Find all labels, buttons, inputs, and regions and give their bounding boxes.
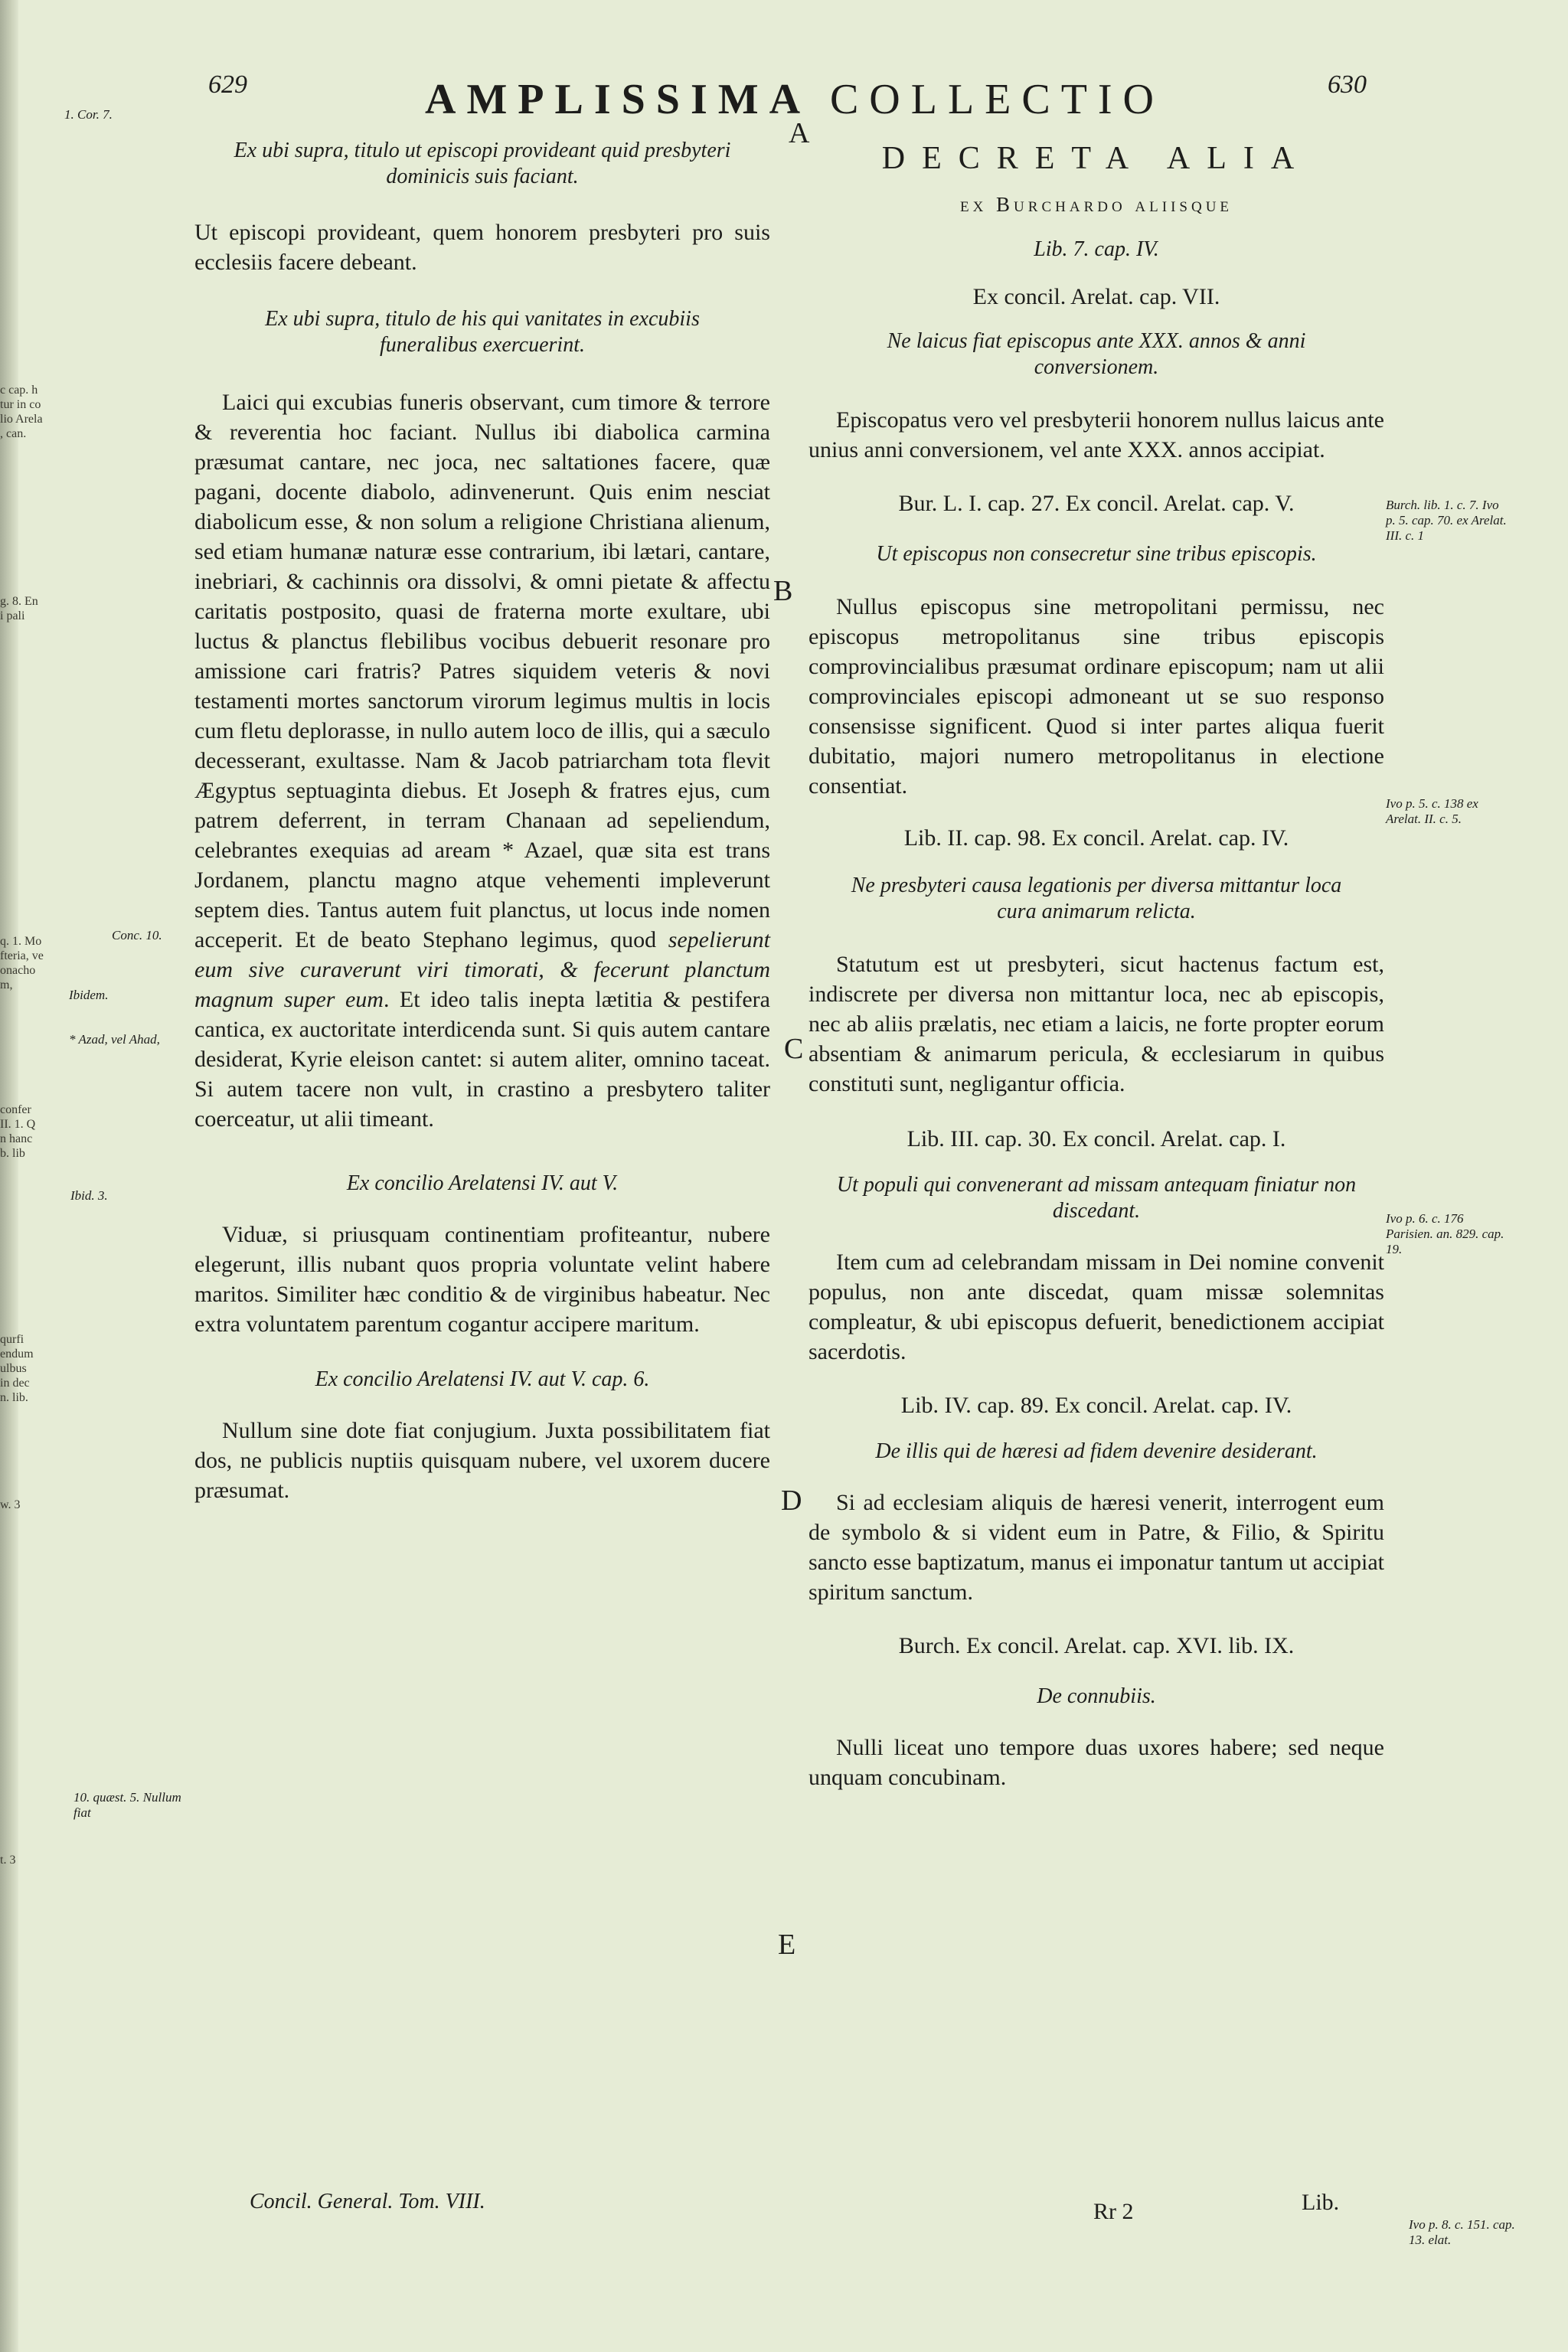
paragraph: Item cum ad celebrandam missam in Dei nomine convenit populus, non ante discedat, quam missæ solemnitas compleatur, & ubi episcopus defuerit, benedictionem accipiat sacerdotis. bbox=[808, 1250, 1384, 1364]
running-title-part: AMPLISSIMA bbox=[425, 76, 808, 123]
section-heading: Ut episcopus non consecretur sine tribus episcopis. bbox=[876, 542, 1317, 566]
margin-note-left: Ibidem. bbox=[69, 988, 109, 1002]
margin-note-left: Ibid. 3. bbox=[70, 1188, 108, 1203]
edge-note: tur in co bbox=[0, 398, 41, 411]
edge-note: fteria, ve bbox=[0, 949, 44, 962]
edge-note: n. lib. bbox=[0, 1391, 28, 1404]
edge-note: , can. bbox=[0, 427, 27, 440]
page-number-left: 629 bbox=[208, 70, 247, 99]
edge-note: lio Arela bbox=[0, 413, 43, 426]
paragraph: Statutum est ut presbyteri, sicut hactenus factum est, indiscrete per diversa non mittantur loca, nec ab episcopis, nec ab aliis prælatis, nec etiam a laicis, ne forte propter eorum absentiam & animarum pericula, & ecclesiarum in quibus constituti sunt, negligantur officia. bbox=[808, 952, 1384, 1096]
edge-note: m, bbox=[0, 978, 13, 991]
edge-note: confer bbox=[0, 1103, 31, 1116]
paragraph: Nullum sine dote fiat conjugium. Juxta possibilitatem fiat dos, ne publicis nuptiis quisquam nubere, vel uxorem ducere præsumat. bbox=[194, 1418, 770, 1503]
margin-note-right: Burch. lib. 1. c. 7. Ivo p. 5. cap. 70. ex Arelat. III. c. 1 bbox=[1386, 498, 1507, 543]
left-edge-notes bbox=[0, 934, 55, 992]
source-reference: Burch. Ex concil. Arelat. cap. XVI. lib. IX. bbox=[898, 1633, 1295, 1658]
margin-note-left: * Azad, vel Ahad, bbox=[69, 1032, 160, 1047]
right-column bbox=[808, 138, 1384, 1792]
left-column bbox=[194, 138, 770, 1505]
source-reference: Lib. II. cap. 98. Ex concil. Arelat. cap. IV. bbox=[903, 825, 1289, 851]
edge-note: II. 1. Q bbox=[0, 1118, 36, 1131]
margin-note-left: Conc. 10. bbox=[112, 928, 162, 942]
left-edge-notes bbox=[0, 1853, 55, 1867]
section-heading: Ne laicus fiat episcopus ante XXX. annos & anni conversionem. bbox=[887, 329, 1306, 379]
edge-note: qurfi bbox=[0, 1333, 24, 1346]
catchword: Lib. bbox=[1302, 2190, 1340, 2215]
source-reference: Bur. L. I. cap. 27. Ex concil. Arelat. cap. V. bbox=[898, 491, 1295, 516]
paragraph: Viduæ, si priusquam continentiam profiteantur, nubere elegerunt, illis nubant quos propria voluntate velint habere maritos. Similiter hæc conditio & de virginibus habeatur. Nec extra voluntatem parentum cogantur accipere maritum. bbox=[194, 1222, 770, 1337]
edge-note: q. 1. Mo bbox=[0, 935, 42, 948]
running-title-part: COLLECTIO bbox=[829, 76, 1165, 123]
section-letter: A bbox=[789, 117, 810, 149]
source-reference: Lib. III. cap. 30. Ex concil. Arelat. cap. I. bbox=[906, 1126, 1286, 1152]
section-subtitle: ex Burchardo aliisque bbox=[959, 193, 1233, 216]
margin-note-right: Ivo p. 6. c. 176 Parisien. an. 829. cap. 19. bbox=[1386, 1211, 1504, 1256]
signature-mark: Rr 2 bbox=[1093, 2199, 1134, 2224]
paragraph: Si ad ecclesiam aliquis de hæresi venerit, interrogent eum de symbolo & si vident eum in Patre, & Filio, & Spiritu sancto esse baptizatum, manus ei imponatur tantum ut accipiat spiritum sanctum. bbox=[808, 1490, 1384, 1605]
margin-note-left: 10. quæst. 5. Nullum fiat bbox=[74, 1790, 181, 1820]
page-number-right: 630 bbox=[1328, 70, 1367, 99]
section-letter: C bbox=[784, 1033, 804, 1065]
source-reference: Lib. IV. cap. 89. Ex concil. Arelat. cap. IV. bbox=[900, 1393, 1292, 1418]
left-edge-notes bbox=[0, 383, 55, 441]
left-edge-notes bbox=[0, 594, 55, 623]
edge-note: endum bbox=[0, 1348, 34, 1361]
section-letter: E bbox=[778, 1929, 796, 1961]
section-heading: Ne presbyteri causa legationis per diversa mittantur loca cura animarum relicta. bbox=[851, 874, 1342, 923]
section-heading: De connubiis. bbox=[1037, 1684, 1156, 1708]
section-title: DECRETA ALIA bbox=[881, 141, 1312, 176]
section-heading: De illis qui de hæresi ad fidem devenire desiderant. bbox=[875, 1439, 1318, 1463]
page-gutter bbox=[0, 0, 18, 2352]
edge-note: c cap. h bbox=[0, 384, 38, 397]
edge-note: t. 3 bbox=[0, 1854, 16, 1867]
section-heading: Ex concilio Arelatensi IV. aut V. bbox=[346, 1171, 619, 1195]
section-heading: Ut populi qui convenerant ad missam antequam finiatur non discedant. bbox=[836, 1173, 1357, 1223]
paragraph-text: . Et ideo talis inepta lætitia & pestifera cantica, ex auctoritate interdicenda sunt. Si quis autem cantare desiderat, Kyrie eleison cantet: si autem aliter, omnino taceat. Si autem tacere non vult, in crastino a presbytero taliter coerceatur, ut alii timeant. bbox=[194, 987, 770, 1132]
paragraph-text: Laici qui excubias funeris observant, cum timore & terrore & reverentia hoc faciant. Nullus ibi diabolica carmina præsumat cantare, nec joca, nec saltationes facere, quæ pagani, docente diabolo, adinvenerunt. Quis enim nesciat diabolicum esse, & non solum a religione Christiana alienum, sed etiam humanæ naturæ esse contrarium, ibi lætari, cantare, inebriari, & cachinnis ora dissolvi, & omni pietate & affectu caritatis postposito, quasi de fraterna morte exultare, ubi luctus & planctus flebilibus vocibus debuerit resonare pro amissione cari fratris? Patres siquidem veteris & novi testamenti mortes sanctorum virorum legimus multis in locis cum fletu deplorasse, in nullo autem loco de illis, qui a sæculo decesserant, exultasse. Nam & Jacob patriarcham tota flevit Ægyptus septuaginta diebus. Et Joseph & fratres ejus, cum patrem deferrent, in terram Chanaan ad sepeliendum, celebrantes exequias ad aream * Azael, quæ sita est trans Jordanem, planctu magno atque vehementi impleverunt septem dies. Tantus autem fuit planctus, ut locus inde nomen acceperit. Et de beato Stephano legimus, quod bbox=[194, 390, 770, 952]
paragraph: Ut episcopi provideant, quem honorem presbyteri pro suis ecclesiis facere debeant. bbox=[194, 220, 770, 275]
section-heading: Ex ubi supra, titulo ut episcopi provideant quid presbyteri dominicis suis faciant. bbox=[234, 139, 731, 188]
paragraph: Nullus episcopus sine metropolitani permissu, nec episcopus metropolitanus sine tribus episcopis comprovincialibus præsumat ordinare episcopum; nam ut alii comprovinciales episcopi admoneant ut se suo responso consensisse significent. Quod si inter partes aliqua fuerit dubitatio, majori numero metropolitanus in electione consentiat. bbox=[808, 594, 1384, 799]
edge-note: g. 8. En bbox=[0, 595, 38, 608]
edge-note: w. 3 bbox=[0, 1498, 21, 1511]
left-edge-notes bbox=[0, 1498, 55, 1512]
book-reference: Lib. 7. cap. IV. bbox=[1034, 237, 1159, 261]
section-letter: B bbox=[773, 575, 793, 607]
paragraph: Episcopatus vero vel presbyterii honorem nullus laicus ante unius anni conversionem, vel ante XXX. annos accipiat. bbox=[808, 407, 1384, 462]
source-reference: Ex concil. Arelat. cap. VII. bbox=[972, 284, 1220, 309]
section-letter: D bbox=[781, 1485, 802, 1517]
volume-footer: Concil. General. Tom. VIII. bbox=[250, 2190, 485, 2213]
edge-note: b. lib bbox=[0, 1147, 25, 1160]
section-heading: Ex ubi supra, titulo de his qui vanitates in excubiis funeralibus exercuerint. bbox=[265, 307, 700, 357]
edge-note: ulbus bbox=[0, 1362, 27, 1375]
edge-note: n hanc bbox=[0, 1132, 33, 1145]
margin-note-left: 1. Cor. 7. bbox=[64, 107, 113, 122]
paragraph bbox=[194, 387, 770, 1134]
margin-note-right: Ivo p. 5. c. 138 ex Arelat. II. c. 5. bbox=[1386, 796, 1478, 826]
margin-note-right: Ivo p. 8. c. 151. cap. 13. elat. bbox=[1409, 2217, 1515, 2247]
edge-note: i pali bbox=[0, 609, 25, 622]
left-edge-notes bbox=[0, 1332, 55, 1405]
edge-note: in dec bbox=[0, 1377, 30, 1390]
paragraph: Nulli liceat uno tempore duas uxores habere; sed neque unquam concubinam. bbox=[808, 1735, 1384, 1790]
section-heading: Ex concilio Arelatensi IV. aut V. cap. 6. bbox=[315, 1367, 650, 1391]
edge-note: onacho bbox=[0, 964, 36, 977]
scripture-quote: sepelierunt eum sive curaverunt viri timorati, & fecerunt planctum magnum super eum bbox=[194, 927, 770, 1012]
left-edge-notes bbox=[0, 1102, 55, 1161]
